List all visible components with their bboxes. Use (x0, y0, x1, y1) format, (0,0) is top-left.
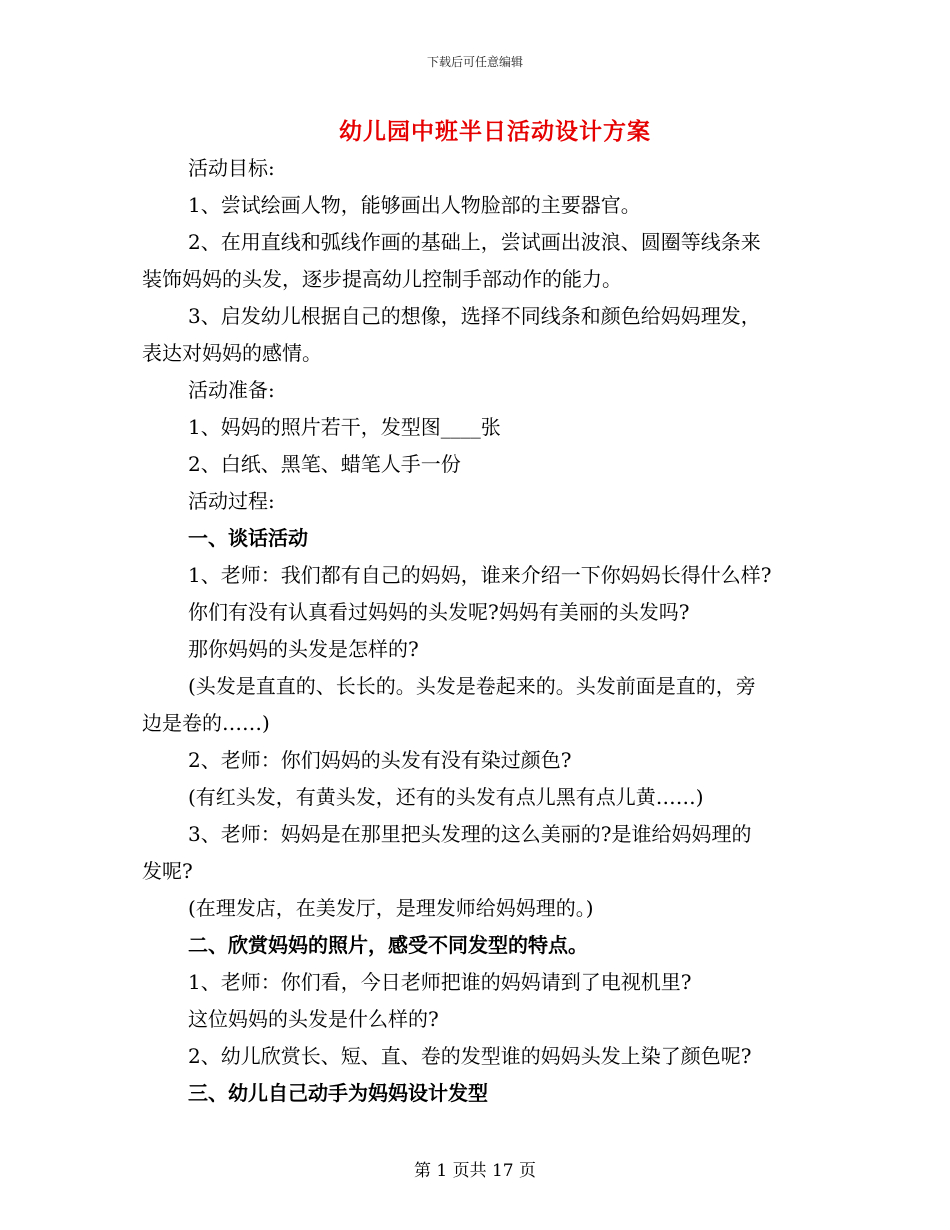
text-line: 3、启发幼儿根据自己的想像，选择不同线条和颜色给妈妈理发， (188, 304, 761, 328)
text-line: 表达对妈妈的感情。 (142, 341, 322, 365)
text-line: 2、在用直线和弧线作画的基础上，尝试画出波浪、圆圈等线条来 (188, 230, 761, 254)
text-line: 你们有没有认真看过妈妈的头发呢?妈妈有美丽的头发吗? (188, 600, 690, 624)
text-line: 活动目标: (188, 156, 275, 180)
text-line: 1、老师：我们都有自己的妈妈，谁来介绍一下你妈妈长得什么样? (188, 563, 772, 587)
text-line: (头发是直直的、长长的。头发是卷起来的。头发前面是直的，旁 (188, 674, 756, 698)
text-line: 1、老师：你们看，今日老师把谁的妈妈请到了电视机里? (188, 970, 692, 994)
text-line: (在理发店，在美发厅，是理发师给妈妈理的。) (188, 896, 594, 920)
text-line: (有红头发，有黄头发，还有的头发有点儿黑有点儿黄……) (188, 785, 704, 809)
text-line: 1、尝试绘画人物，能够画出人物脸部的主要器官。 (188, 193, 641, 217)
page-number-footer: 第 1 页共 17 页 (413, 1161, 537, 1181)
text-line: 发呢? (142, 859, 193, 883)
section-heading: 一、谈话活动 (188, 526, 308, 550)
text-line: 边是卷的……) (142, 711, 270, 735)
header-note: 下载后可任意编辑 (426, 55, 523, 69)
text-line: 这位妈妈的头发是什么样的? (188, 1007, 439, 1031)
text-line: 活动过程: (188, 489, 275, 513)
document-title: 幼儿园中班半日活动设计方案 (339, 118, 651, 145)
section-heading: 二、欣赏妈妈的照片，感受不同发型的特点。 (188, 933, 588, 957)
text-line: 1、妈妈的照片若干，发型图____张 (188, 415, 501, 439)
document-body (142, 150, 812, 1112)
text-line: 那你妈妈的头发是怎样的? (188, 637, 419, 661)
text-line: 装饰妈妈的头发，逐步提高幼儿控制手部动作的能力。 (142, 267, 622, 291)
text-line: 2、老师：你们妈妈的头发有没有染过颜色? (188, 748, 572, 772)
text-line: 2、白纸、黑笔、蜡笔人手一份 (188, 452, 461, 476)
text-line: 3、老师：妈妈是在那里把头发理的这么美丽的?是谁给妈妈理的 (188, 822, 752, 846)
section-heading: 三、幼儿自己动手为妈妈设计发型 (188, 1081, 488, 1105)
text-line: 活动准备: (188, 378, 275, 402)
text-line: 2、幼儿欣赏长、短、直、卷的发型谁的妈妈头发上染了颜色呢? (188, 1044, 752, 1068)
